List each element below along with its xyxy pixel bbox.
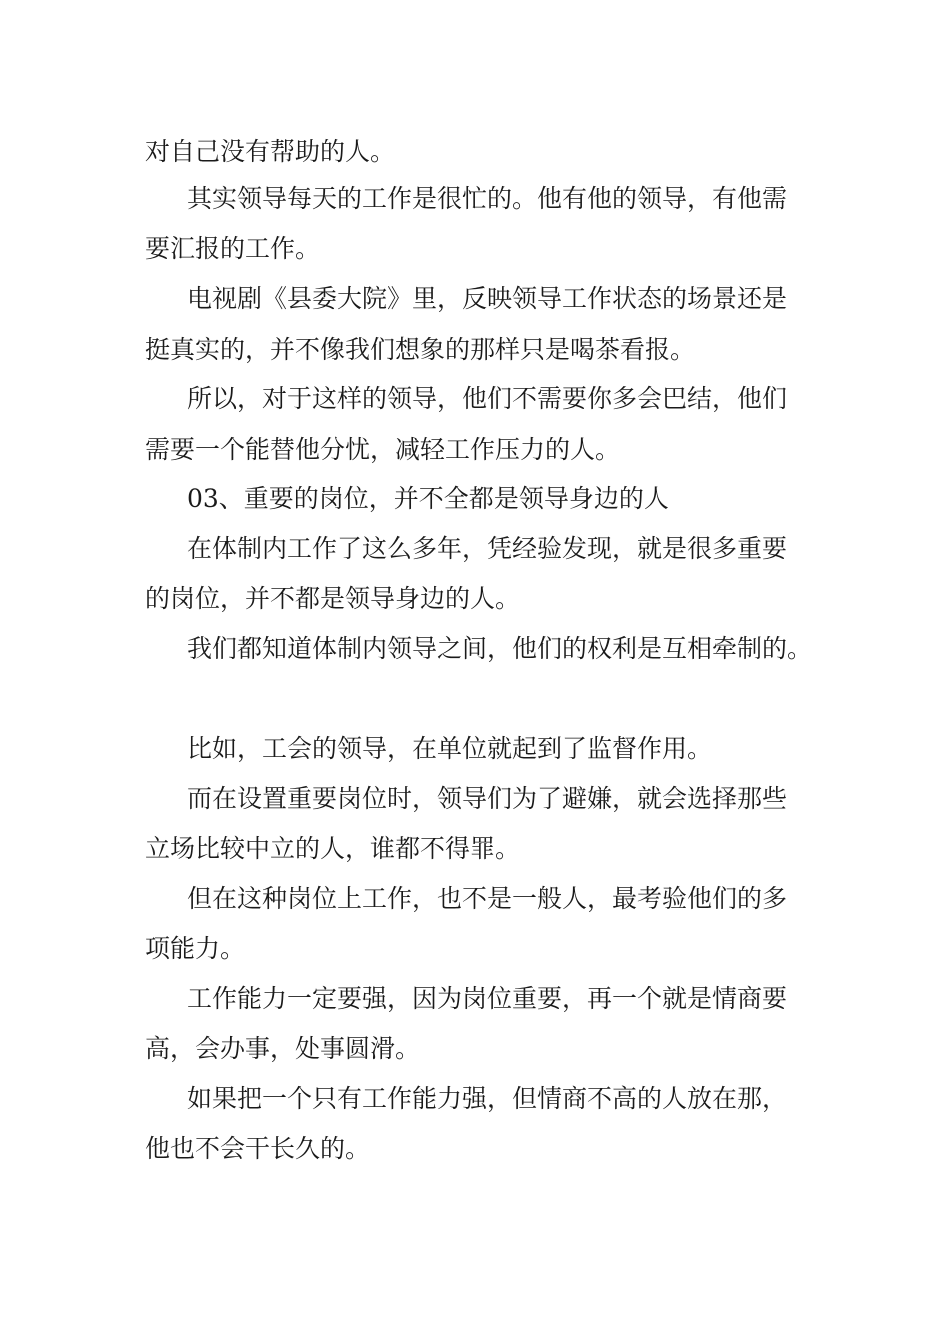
section-heading: 03、重要的岗位，并不全都是领导身边的人 bbox=[187, 484, 669, 513]
paragraph-line: 工作能力一定要强，因为岗位重要，再一个就是情商要 bbox=[187, 984, 788, 1013]
paragraph-line: 如果把一个只有工作能力强，但情商不高的人放在那， bbox=[187, 1084, 788, 1113]
text-line: 高，会办事，处事圆滑。 bbox=[145, 1034, 421, 1063]
paragraph-line: 其实领导每天的工作是很忙的。他有他的领导，有他需 bbox=[187, 184, 788, 213]
paragraph-line: 比如，工会的领导，在单位就起到了监督作用。 bbox=[187, 734, 713, 763]
paragraph-line: 所以，对于这样的领导，他们不需要你多会巴结，他们 bbox=[187, 384, 788, 413]
text-line: 他也不会干长久的。 bbox=[145, 1134, 371, 1163]
text-line: 立场比较中立的人，谁都不得罪。 bbox=[145, 834, 521, 863]
text-line: 项能力。 bbox=[145, 934, 246, 963]
text-line: 需要一个能替他分忧，减轻工作压力的人。 bbox=[145, 435, 621, 464]
paragraph-line: 而在设置重要岗位时，领导们为了避嫌，就会选择那些 bbox=[187, 784, 788, 813]
paragraph-line: 在体制内工作了这么多年，凭经验发现，就是很多重要 bbox=[187, 534, 788, 563]
paragraph-line: 但在这种岗位上工作，也不是一般人，最考验他们的多 bbox=[187, 884, 788, 913]
text-line: 挺真实的，并不像我们想象的那样只是喝茶看报。 bbox=[145, 335, 696, 364]
text-line: 要汇报的工作。 bbox=[145, 234, 321, 263]
text-line: 对自己没有帮助的人。 bbox=[145, 137, 396, 166]
text-line: 的岗位，并不都是领导身边的人。 bbox=[145, 584, 521, 613]
paragraph-line: 电视剧《县委大院》里，反映领导工作状态的场景还是 bbox=[187, 284, 788, 313]
paragraph-line: 我们都知道体制内领导之间，他们的权利是互相牵制的。 bbox=[187, 634, 813, 663]
